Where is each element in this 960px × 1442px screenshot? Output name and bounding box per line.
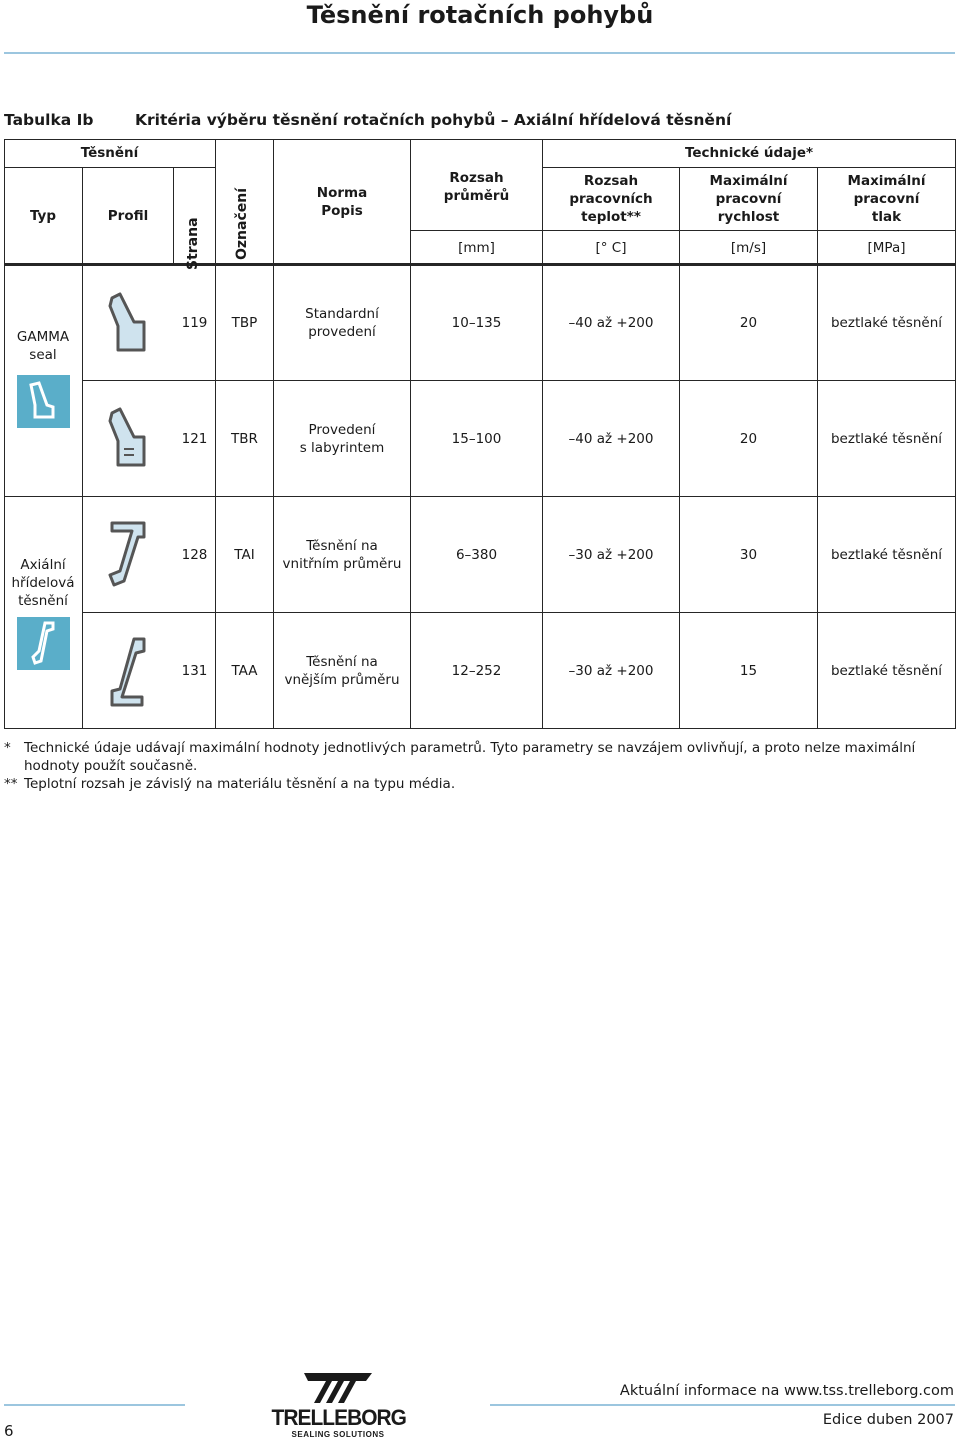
row-popis: Těsnění na vnitřním průměru <box>282 537 402 572</box>
title-divider <box>4 52 955 54</box>
footer-rule-right <box>490 1404 955 1406</box>
row-rychlost: 15 <box>739 662 758 679</box>
header-rychlost: Maximální pracovní rychlost <box>709 173 788 225</box>
header-teploty: Rozsah pracovních teplot** <box>569 173 653 225</box>
header-norma-popis: Norma Popis <box>316 185 368 219</box>
tbr-profile-icon <box>108 407 148 473</box>
header-profil: Profil <box>107 208 149 224</box>
footnote-mark: ** <box>4 776 18 792</box>
axial-shaft-seal-icon <box>17 617 70 670</box>
brand-name: TRELLEBORG <box>271 1405 406 1430</box>
row-popis: Standardní provedení <box>305 306 379 340</box>
header-technical-group: Technické údaje* <box>684 145 814 161</box>
gamma-seal-icon <box>17 375 70 428</box>
row-teplota: –40 až +200 <box>568 430 654 447</box>
row-oznaceni: TBP <box>231 315 258 331</box>
table-label: Tabulka Ib <box>4 111 94 129</box>
unit-mm: [mm] <box>458 239 495 256</box>
footnotes <box>4 739 956 793</box>
row-teplota: –30 až +200 <box>568 546 654 563</box>
header-oznaceni: Označení <box>234 187 250 260</box>
row-tlak: beztlaké těsnění <box>830 546 942 563</box>
row-strana: 128 <box>181 546 208 563</box>
footnote-text: Teplotní rozsah je závislý na materiálu těsnění a na typu média. <box>24 776 456 792</box>
footnote-text: Technické údaje udávají maximální hodnoty jednotlivých parametrů. Tyto parametry se navzájem ovlivňují, a proto nelze maximální hodnoty použít současně. <box>24 740 916 774</box>
edition: Edice duben 2007 <box>822 1412 954 1428</box>
table-title: Kritéria výběru těsnění rotačních pohybů – Axiální hřídelová těsnění <box>135 111 732 129</box>
row-prumer: 15–100 <box>451 430 502 447</box>
row-strana: 131 <box>181 662 208 679</box>
header-strana: Strana <box>185 217 201 270</box>
row-prumer: 6–380 <box>455 546 498 563</box>
unit-ms: [m/s] <box>730 239 767 256</box>
taa-profile-icon <box>108 637 148 713</box>
header-seal-group: Těsnění <box>80 145 139 161</box>
page-title: Těsnění rotačních pohybů <box>306 1 654 29</box>
brand-subtitle: SEALING SOLUTIONS <box>291 1430 385 1439</box>
row-strana: 119 <box>181 315 208 331</box>
footnote-mark: * <box>4 740 11 756</box>
header-tlak: Maximální pracovní tlak <box>847 173 926 225</box>
row-oznaceni: TAA <box>231 662 258 679</box>
row-teplota: –40 až +200 <box>568 315 654 331</box>
row-oznaceni: TAI <box>234 546 255 563</box>
row-oznaceni: TBR <box>231 430 258 447</box>
unit-celsius: [° C] <box>595 239 627 256</box>
row-teplota: –30 až +200 <box>568 662 654 679</box>
footer-rule-left <box>4 1404 185 1406</box>
info-link[interactable]: Aktuální informace na www.tss.trelleborg.com <box>619 1383 954 1399</box>
row-tlak: beztlaké těsnění <box>830 430 942 447</box>
page-number: 6 <box>4 1422 14 1440</box>
row-prumer: 10–135 <box>451 315 502 331</box>
header-rozsah-prumeru: Rozsah průměrů <box>443 170 510 204</box>
unit-mpa: [MPa] <box>867 239 906 256</box>
group-type-gamma: GAMMA seal <box>16 329 70 363</box>
footnote <box>4 739 956 775</box>
row-tlak: beztlaké těsnění <box>830 662 942 679</box>
row-tlak: beztlaké těsnění <box>830 315 942 331</box>
trelleborg-logo <box>268 1371 408 1441</box>
row-rychlost: 20 <box>739 430 758 447</box>
tbp-profile-icon <box>108 292 148 358</box>
header-typ: Typ <box>29 208 57 224</box>
footnote <box>4 775 956 793</box>
trelleborg-mark-icon <box>268 1371 408 1407</box>
row-strana: 121 <box>181 430 208 447</box>
group-type-axial: Axiální hřídelová těsnění <box>11 557 75 609</box>
row-rychlost: 30 <box>739 546 758 563</box>
tai-profile-icon <box>108 519 148 593</box>
row-prumer: 12–252 <box>451 662 502 679</box>
row-rychlost: 20 <box>739 315 758 331</box>
row-popis: Provedení s labyrintem <box>299 421 385 456</box>
row-popis: Těsnění na vnějším průměru <box>284 653 400 688</box>
